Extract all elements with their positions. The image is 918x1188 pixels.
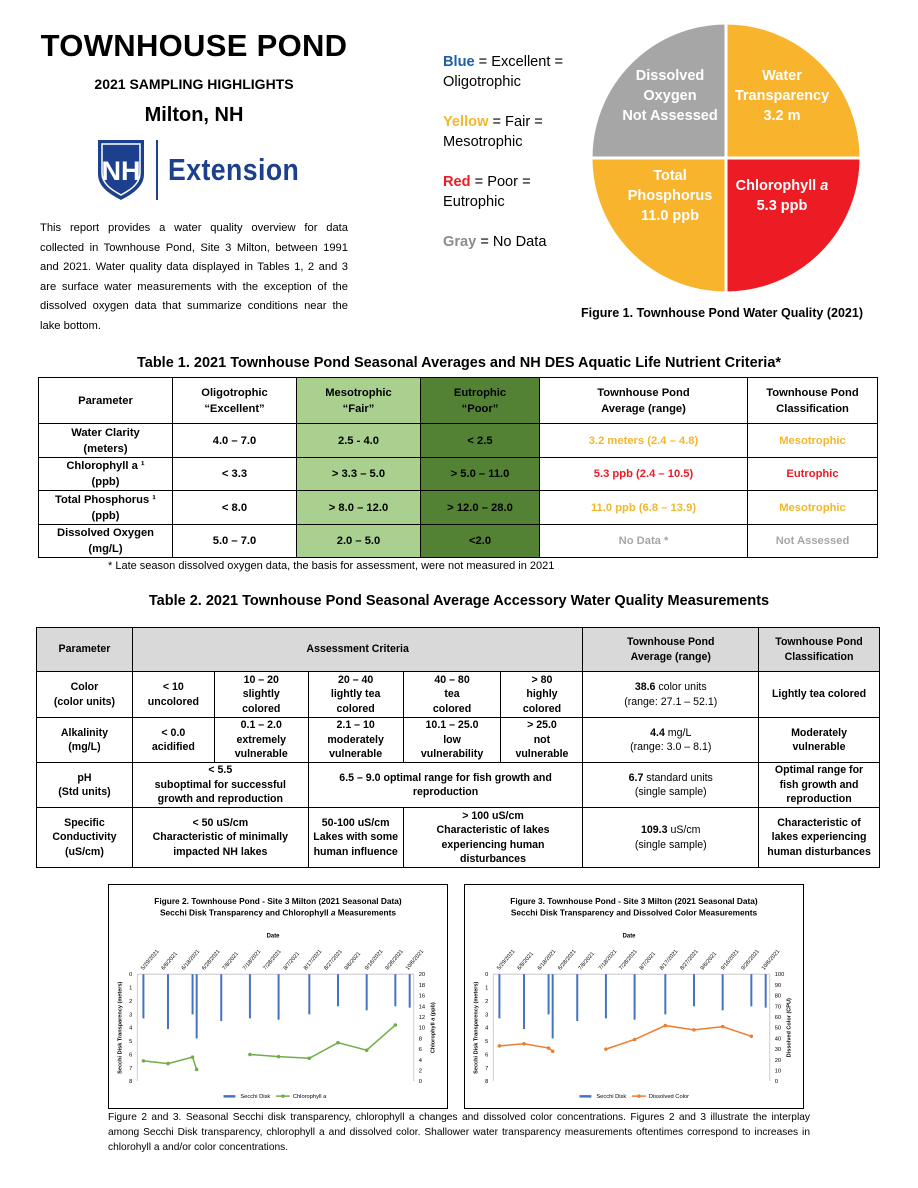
t2-criteria: > 100 uS/cm Characteristic of lakes experiencing human disturbances	[403, 808, 583, 868]
y-tick-label: 0	[129, 972, 133, 979]
pie-label: Chlorophyll a	[735, 178, 829, 194]
x-tick-label: 6/18/2021	[180, 948, 202, 972]
chart-legend-label: Secchi Disk	[596, 1094, 627, 1101]
y2-tick-label: 10	[418, 1025, 426, 1032]
y2-tick-label: 0	[774, 1079, 778, 1086]
y2-tick-label: 20	[418, 972, 426, 979]
t2-param: Color (color units)	[37, 672, 133, 718]
series-point	[547, 1046, 551, 1050]
t2-row-ph	[37, 763, 880, 808]
t2-param: Specific Conductivity (uS/cm)	[37, 808, 133, 868]
t2-criteria: 40 – 80 tea colored	[403, 672, 501, 718]
legend-item-blue	[443, 52, 593, 92]
x-tick-label: 9/16/2021	[720, 948, 741, 972]
x-tick-label: 6/8/2021	[516, 951, 535, 972]
secchi-bar	[249, 974, 251, 1018]
legend-item-yellow	[443, 112, 593, 152]
y-tick-label: 4	[485, 1025, 489, 1032]
t1-classification: Mesotrophic	[748, 424, 878, 458]
t2-criteria: 6.5 – 9.0 optimal range for fish growth and reproduction	[308, 763, 583, 808]
t2-criteria: < 5.5 suboptimal for successful growth and reproduction	[132, 763, 308, 808]
table1-title-text: Table 1. 2021 Townhouse Pond Seasonal Averages and NH DES Aquatic Life Nutrient Criteria*	[136, 355, 782, 371]
unh-extension-logo	[98, 138, 321, 202]
figure23-caption: Figure 2 and 3. Seasonal Secchi disk transparency, chlorophyll a changes and dissolved color concentrations. Figures 2 and 3 illustrate the interplay among Secchi Disk transparency, chlorophyll a and dissolved color. Shallower water transparency measurements oftentimes correspond to increases in chlorohyll a and/or color concentrations.	[108, 1112, 810, 1153]
t2-header-parameter: Parameter	[37, 628, 133, 672]
t2-param: pH (Std units)	[37, 763, 133, 808]
secchi-bar	[750, 974, 752, 1006]
t2-criteria: 10 – 20 slightly colored	[214, 672, 308, 718]
x-tick-label: 6/18/2021	[536, 948, 558, 972]
y2-tick-label: 100	[774, 972, 785, 979]
t2-criteria: 10.1 – 25.0 low vulnerability	[403, 718, 501, 763]
t1-meso: 2.5 - 4.0	[297, 424, 421, 458]
y2-tick-label: 4	[418, 1057, 422, 1064]
y-axis-label: Secchi Disk Transparency (meters)	[473, 981, 480, 1074]
nutrient-criteria-table	[38, 377, 878, 558]
x-tick-label: 7/28/2021	[618, 948, 639, 972]
chart-legend-label: Secchi Disk	[240, 1094, 271, 1101]
secchi-bar	[765, 974, 767, 1007]
logo-divider	[156, 140, 158, 200]
t1-oligo: < 8.0	[173, 491, 297, 525]
pie-label: Total	[653, 168, 687, 184]
water-quality-pie-chart	[590, 22, 862, 294]
legend-description: = Fair = Mesotrophic	[443, 114, 543, 150]
secchi-bar	[409, 974, 411, 1007]
t2-header-average: Townhouse Pond Average (range)	[583, 628, 759, 672]
pie-label: 3.2 m	[763, 108, 801, 124]
y-tick-label: 5	[129, 1039, 133, 1046]
secchi-bar	[664, 974, 666, 1014]
series-point	[248, 1053, 252, 1057]
series-point	[692, 1028, 696, 1032]
legend-color-word: Gray	[443, 234, 477, 250]
t1-param: Water Clarity (meters)	[39, 424, 173, 458]
page-subtitle: 2021 SAMPLING HIGHLIGHTS	[94, 76, 294, 92]
accessory-measurements-table	[36, 627, 880, 868]
y-axis-label: Secchi Disk Transparency (meters)	[117, 981, 124, 1074]
legend-item-red	[443, 172, 593, 212]
t1-param: Total Phosphorus ¹ (ppb)	[39, 491, 173, 525]
y-tick-label: 1	[129, 985, 133, 992]
t2-criteria: 2.1 – 10 moderately vulnerable	[308, 718, 403, 763]
x-tick-label: 5/29/2021	[496, 948, 517, 972]
t2-criteria: > 25.0 not vulnerable	[501, 718, 583, 763]
t1-eutro: > 5.0 – 11.0	[421, 458, 540, 491]
t2-criteria: 20 – 40 lightly tea colored	[308, 672, 403, 718]
y2-tick-label: 50	[774, 1025, 782, 1032]
secchi-bar	[548, 974, 550, 1014]
x-tick-label: 8/27/2021	[679, 948, 700, 972]
t2-row-color	[37, 672, 880, 718]
t1-header-meso: Mesotrophic “Fair”	[297, 378, 421, 424]
series-point	[191, 1055, 195, 1059]
pie-label: 5.3 ppb	[756, 198, 808, 214]
series-line	[606, 1026, 751, 1050]
t1-meso: > 8.0 – 12.0	[297, 491, 421, 525]
t2-header-criteria: Assessment Criteria	[132, 628, 583, 672]
figure2-chart	[108, 884, 448, 1109]
series-line	[250, 1025, 395, 1058]
t1-row-phosphorus	[39, 491, 878, 525]
series-point	[142, 1059, 146, 1063]
x-tick-label: 9/26/2021	[384, 948, 405, 972]
y-tick-label: 0	[485, 972, 489, 979]
series-line	[143, 1057, 196, 1069]
x-tick-label: 8/17/2021	[302, 948, 324, 972]
series-point	[551, 1049, 555, 1053]
secchi-bar	[552, 974, 554, 1038]
series-point	[308, 1056, 312, 1060]
pie-label: Phosphorus	[627, 188, 713, 204]
x-tick-label: 6/28/2021	[201, 948, 222, 972]
secchi-bar	[576, 974, 578, 1021]
t2-classification: Optimal range for fish growth and reproduction	[759, 763, 880, 808]
y2-axis-label: Chlorophyll a (ppb)	[430, 1002, 437, 1054]
y2-tick-label: 10	[774, 1068, 782, 1075]
x-tick-label: 8/7/2021	[282, 951, 302, 972]
t2-average: 38.6 color units (range: 27.1 – 52.1)	[583, 672, 759, 718]
y2-tick-label: 90	[774, 982, 782, 989]
secchi-bar	[394, 974, 396, 1006]
t1-eutro: < 2.5	[421, 424, 540, 458]
pie-label: Water	[762, 68, 802, 84]
x-tick-label: 8/27/2021	[323, 948, 344, 972]
y2-tick-label: 2	[418, 1068, 422, 1075]
secchi-bar	[693, 974, 695, 1006]
x-tick-label: 6/8/2021	[160, 951, 179, 972]
y-tick-label: 1	[485, 985, 489, 992]
y2-tick-label: 16	[418, 993, 426, 1000]
series-point	[498, 1044, 502, 1048]
series-point	[633, 1038, 637, 1042]
t2-average: 6.7 standard units (single sample)	[583, 763, 759, 808]
secchi-bar	[337, 974, 339, 1006]
x-tick-label: 8/7/2021	[638, 951, 658, 972]
pie-label: 11.0 ppb	[640, 208, 700, 224]
y-tick-label: 6	[485, 1052, 489, 1059]
x-tick-label: 10/6/2021	[760, 948, 782, 972]
y2-tick-label: 6	[418, 1047, 422, 1054]
y-tick-label: 4	[129, 1025, 133, 1032]
legend-item-gray	[443, 232, 593, 252]
secchi-bar	[722, 974, 724, 1010]
x-axis-label: Date	[622, 933, 636, 940]
logo-letters: NH	[101, 156, 141, 186]
chart-legend-label: Dissolved Color	[648, 1094, 690, 1101]
chart-title: Secchi Disk Transparency and Dissolved Color Measurements	[510, 907, 758, 918]
x-axis-label: Date	[266, 933, 280, 940]
figure3-chart	[464, 884, 804, 1109]
t1-header-eutro: Eutrophic “Poor”	[421, 378, 540, 424]
t2-criteria: 0.1 – 2.0 extremely vulnerable	[214, 718, 308, 763]
chart-legend-label: Chlorophyll a	[292, 1094, 327, 1101]
chart-title: Figure 2. Townhouse Pond - Site 3 Milton (2021 Seasonal Data)	[154, 895, 402, 906]
y2-tick-label: 20	[774, 1057, 782, 1064]
secchi-bar	[142, 974, 144, 1018]
series-point	[664, 1024, 668, 1028]
secchi-bar	[498, 974, 500, 1018]
secchi-bar	[220, 974, 222, 1021]
legend-swatch	[579, 1095, 591, 1097]
t1-row-chlorophyll	[39, 458, 878, 491]
x-tick-label: 6/28/2021	[557, 948, 578, 972]
series-line	[499, 1044, 552, 1051]
secchi-bar	[196, 974, 198, 1038]
chart-title: Secchi Disk Transparency and Chlorophyll a Measurements	[159, 907, 397, 918]
figure3-svg	[465, 885, 803, 1108]
x-tick-label: 8/17/2021	[658, 948, 680, 972]
t2-classification: Moderately vulnerable	[759, 718, 880, 763]
legend-description: = Excellent = Oligotrophic	[443, 54, 564, 90]
t1-oligo: < 3.3	[173, 458, 297, 491]
y-tick-label: 6	[129, 1052, 133, 1059]
x-tick-label: 7/8/2021	[577, 951, 597, 972]
series-point	[721, 1025, 725, 1029]
y-tick-label: 2	[129, 998, 133, 1005]
t1-average: 11.0 ppb (6.8 – 13.9)	[540, 491, 748, 525]
t2-param: Alkalinity (mg/L)	[37, 718, 133, 763]
unh-shield-icon	[98, 140, 144, 200]
t1-header-oligo: Oligotrophic “Excellent”	[173, 378, 297, 424]
series-point	[604, 1047, 608, 1051]
legend-swatch-marker	[281, 1094, 285, 1098]
y-tick-label: 8	[485, 1079, 489, 1086]
t1-classification: Not Assessed	[748, 525, 878, 558]
y-tick-label: 5	[485, 1039, 489, 1046]
chart-title: Figure 3. Townhouse Pond - Site 3 Milton (2021 Seasonal Data)	[510, 895, 758, 906]
t1-row-dissolved-oxygen	[39, 525, 878, 558]
t2-row-alkalinity	[37, 718, 880, 763]
x-tick-label: 9/26/2021	[740, 948, 761, 972]
y2-tick-label: 80	[774, 993, 782, 1000]
color-legend	[443, 52, 593, 272]
t1-param: Chlorophyll a ¹ (ppb)	[39, 458, 173, 491]
logo-text: Extension	[168, 152, 300, 187]
y-tick-label: 3	[485, 1012, 489, 1019]
y2-axis-label: Dissolved Color (CPU)	[786, 998, 793, 1058]
t1-meso: > 3.3 – 5.0	[297, 458, 421, 491]
table1-footnote: * Late season dissolved oxygen data, the basis for assessment, were not measured in 2021	[108, 560, 555, 572]
y2-tick-label: 40	[774, 1036, 782, 1043]
y-tick-label: 7	[129, 1065, 133, 1072]
legend-swatch	[223, 1095, 235, 1097]
t1-oligo: 5.0 – 7.0	[173, 525, 297, 558]
y2-tick-label: 12	[418, 1014, 426, 1021]
t1-header-classification: Townhouse Pond Classification	[748, 378, 878, 424]
x-tick-label: 7/28/2021	[262, 948, 283, 972]
t1-average: 3.2 meters (2.4 – 4.8)	[540, 424, 748, 458]
x-tick-label: 7/8/2021	[221, 951, 241, 972]
secchi-bar	[192, 974, 194, 1014]
page-title: TOWNHOUSE POND	[40, 28, 348, 63]
t2-average: 4.4 mg/L (range: 3.0 – 8.1)	[583, 718, 759, 763]
secchi-bar	[634, 974, 636, 1019]
t2-criteria: > 80 highly colored	[501, 672, 583, 718]
series-point	[195, 1068, 199, 1072]
pie-label: Not Assessed	[622, 108, 718, 124]
secchi-bar	[366, 974, 368, 1010]
y2-tick-label: 60	[774, 1014, 782, 1021]
intro-paragraph: This report provides a water quality overview for data collected in Townhouse Pond, Site 3 Milton, between 1991 and 2021. Water quality data displayed in Tables 1, 2 and 3 are surface water measurements with the exception of the dissolved oxygen data that summarize conditions near the lake bottom.	[40, 222, 348, 332]
y-tick-label: 2	[485, 998, 489, 1005]
x-tick-label: 7/18/2021	[597, 948, 619, 972]
secchi-bar	[523, 974, 525, 1029]
series-point	[750, 1034, 754, 1038]
pie-label: Oxygen	[643, 88, 697, 104]
table1-title	[0, 355, 918, 371]
t1-header-parameter: Parameter	[39, 378, 173, 424]
t1-eutro: > 12.0 – 28.0	[421, 491, 540, 525]
series-point	[166, 1062, 170, 1066]
t1-row-water-clarity	[39, 424, 878, 458]
y2-tick-label: 0	[418, 1079, 422, 1086]
location: Milton, NH	[144, 104, 244, 126]
legend-color-word: Yellow	[443, 114, 489, 130]
table2-title: Table 2. 2021 Townhouse Pond Seasonal Average Accessory Water Quality Measurements	[148, 593, 770, 609]
t2-classification: Characteristic of lakes experiencing human disturbances	[759, 808, 880, 868]
series-point	[365, 1048, 369, 1052]
y2-tick-label: 8	[418, 1036, 422, 1043]
legend-swatch-marker	[637, 1094, 641, 1098]
secchi-bar	[605, 974, 607, 1018]
legend-description: = No Data	[476, 234, 547, 250]
x-tick-label: 7/18/2021	[241, 948, 263, 972]
x-tick-label: 10/6/2021	[404, 948, 426, 972]
y-tick-label: 8	[129, 1079, 133, 1086]
t2-criteria: < 0.0 acidified	[132, 718, 214, 763]
secchi-bar	[278, 974, 280, 1019]
y2-tick-label: 30	[774, 1047, 782, 1054]
x-tick-label: 9/6/2021	[343, 951, 363, 972]
legend-color-word: Blue	[443, 54, 475, 70]
t1-classification: Eutrophic	[748, 458, 878, 491]
t1-param: Dissolved Oxygen (mg/L)	[39, 525, 173, 558]
x-tick-label: 9/6/2021	[699, 951, 719, 972]
t1-average: No Data *	[540, 525, 748, 558]
secchi-bar	[167, 974, 169, 1029]
series-point	[522, 1042, 526, 1046]
t1-header-average: Townhouse Pond Average (range)	[540, 378, 748, 424]
series-point	[336, 1041, 340, 1045]
t2-classification: Lightly tea colored	[759, 672, 880, 718]
pie-label: Transparency	[734, 88, 830, 104]
t1-oligo: 4.0 – 7.0	[173, 424, 297, 458]
figure2-svg	[109, 885, 447, 1108]
series-point	[394, 1023, 398, 1027]
x-tick-label: 9/16/2021	[364, 948, 385, 972]
y2-tick-label: 18	[418, 982, 426, 989]
t2-criteria: < 10 uncolored	[132, 672, 214, 718]
legend-color-word: Red	[443, 174, 471, 190]
series-point	[277, 1055, 281, 1059]
t2-row-conductivity	[37, 808, 880, 868]
y-tick-label: 7	[485, 1065, 489, 1072]
t2-average: 109.3 uS/cm (single sample)	[583, 808, 759, 868]
figure1-caption: Figure 1. Townhouse Pond Water Quality (2021)	[581, 306, 863, 320]
x-tick-label: 5/29/2021	[140, 948, 161, 972]
t1-average: 5.3 ppb (2.4 – 10.5)	[540, 458, 748, 491]
pie-label: Dissolved	[635, 68, 705, 84]
y2-tick-label: 70	[774, 1004, 782, 1011]
t1-eutro: <2.0	[421, 525, 540, 558]
t1-classification: Mesotrophic	[748, 491, 878, 525]
t2-criteria: < 50 uS/cm Characteristic of minimally impacted NH lakes	[132, 808, 308, 868]
t2-header-classification: Townhouse Pond Classification	[759, 628, 880, 672]
legend-description: = Poor = Eutrophic	[443, 174, 531, 210]
y2-tick-label: 14	[418, 1004, 426, 1011]
t2-criteria: 50-100 uS/cm Lakes with some human influence	[308, 808, 403, 868]
t1-meso: 2.0 – 5.0	[297, 525, 421, 558]
secchi-bar	[308, 974, 310, 1014]
y-tick-label: 3	[129, 1012, 133, 1019]
